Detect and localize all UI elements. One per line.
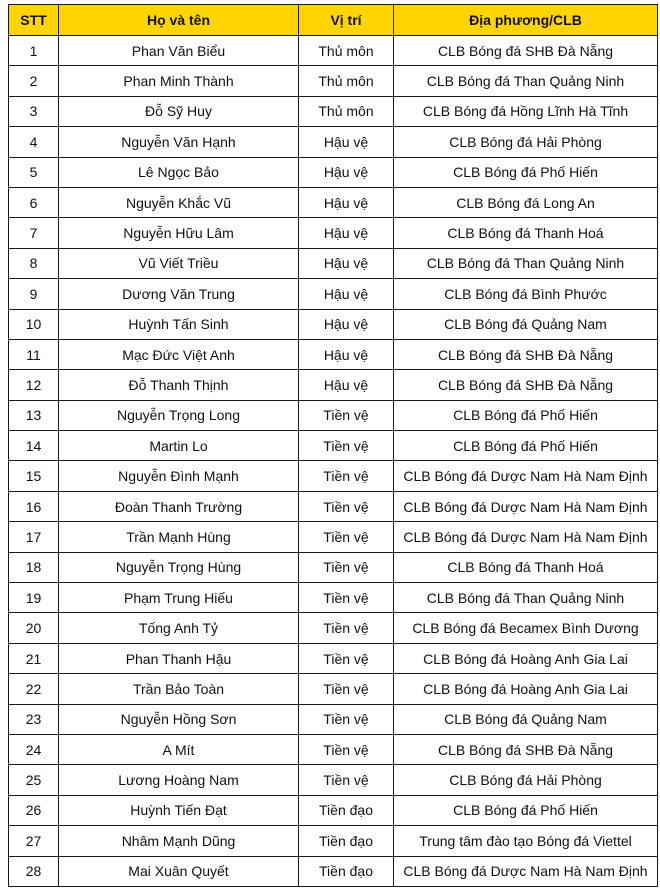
table-row [9,370,658,400]
table-body [9,36,658,887]
cell-position: Tiền vệ [299,765,394,795]
cell-stt: 28 [9,856,59,886]
cell-stt: 13 [9,400,59,430]
cell-stt: 19 [9,583,59,613]
cell-stt: 12 [9,370,59,400]
cell-position: Hậu vệ [299,248,394,278]
table-row [9,461,658,491]
cell-name: Dương Văn Trung [59,279,299,309]
cell-position: Thủ môn [299,36,394,66]
table-row [9,218,658,248]
cell-position: Hậu vệ [299,279,394,309]
cell-club: CLB Bóng đá Phố Hiến [394,795,658,825]
table-row [9,127,658,157]
table-row [9,157,658,187]
cell-name: Martin Lo [59,431,299,461]
cell-name: Nguyễn Hồng Sơn [59,704,299,734]
cell-position: Hậu vệ [299,339,394,369]
cell-name: Nhâm Mạnh Dũng [59,826,299,856]
table-row [9,552,658,582]
player-roster-table [8,4,658,887]
cell-club: CLB Bóng đá SHB Đà Nẵng [394,36,658,66]
header-stt: STT [9,5,59,36]
cell-club: CLB Bóng đá Thanh Hoá [394,552,658,582]
cell-club: CLB Bóng đá SHB Đà Nẵng [394,734,658,764]
cell-club: CLB Bóng đá SHB Đà Nẵng [394,370,658,400]
cell-stt: 5 [9,157,59,187]
cell-stt: 7 [9,218,59,248]
table-row [9,795,658,825]
cell-position: Tiền vệ [299,674,394,704]
table-row [9,248,658,278]
cell-position: Tiền đạo [299,795,394,825]
table-row [9,400,658,430]
cell-club: CLB Bóng đá Dược Nam Hà Nam Định [394,461,658,491]
cell-stt: 23 [9,704,59,734]
cell-club: CLB Bóng đá Dược Nam Hà Nam Định [394,522,658,552]
cell-stt: 10 [9,309,59,339]
table-row [9,856,658,886]
cell-club: CLB Bóng đá Becamex Bình Dương [394,613,658,643]
cell-name: Nguyễn Hữu Lâm [59,218,299,248]
table-row [9,765,658,795]
cell-position: Hậu vệ [299,309,394,339]
cell-name: Nguyễn Trọng Hùng [59,552,299,582]
table-row [9,522,658,552]
cell-name: Mai Xuân Quyết [59,856,299,886]
cell-stt: 22 [9,674,59,704]
table-row [9,643,658,673]
cell-club: CLB Bóng đá Bình Phước [394,279,658,309]
roster-table-container [8,4,657,887]
cell-position: Thủ môn [299,66,394,96]
cell-club: CLB Bóng đá Quảng Nam [394,704,658,734]
cell-name: Phạm Trung Hiếu [59,583,299,613]
cell-club: CLB Bóng đá Dược Nam Hà Nam Định [394,856,658,886]
cell-stt: 6 [9,187,59,217]
cell-position: Hậu vệ [299,218,394,248]
cell-stt: 9 [9,279,59,309]
table-row [9,491,658,521]
cell-stt: 2 [9,66,59,96]
cell-position: Tiền vệ [299,613,394,643]
cell-name: Huỳnh Tấn Sinh [59,309,299,339]
cell-club: CLB Bóng đá Quảng Nam [394,309,658,339]
cell-stt: 24 [9,734,59,764]
cell-stt: 20 [9,613,59,643]
table-row [9,613,658,643]
cell-name: Đỗ Sỹ Huy [59,96,299,126]
cell-position: Tiền đạo [299,826,394,856]
cell-position: Tiền vệ [299,431,394,461]
cell-name: Đỗ Thanh Thịnh [59,370,299,400]
table-row [9,583,658,613]
header-row [9,5,658,36]
cell-club: CLB Bóng đá Thanh Hoá [394,218,658,248]
table-row [9,704,658,734]
header-position: Vị trí [299,5,394,36]
cell-stt: 26 [9,795,59,825]
cell-position: Hậu vệ [299,370,394,400]
table-row [9,431,658,461]
table-row [9,309,658,339]
cell-name: Phan Minh Thành [59,66,299,96]
cell-club: CLB Bóng đá Hồng Lĩnh Hà Tĩnh [394,96,658,126]
table-row [9,674,658,704]
cell-position: Tiền vệ [299,583,394,613]
cell-position: Tiền vệ [299,491,394,521]
cell-stt: 16 [9,491,59,521]
cell-stt: 27 [9,826,59,856]
cell-position: Tiền vệ [299,704,394,734]
cell-club: CLB Bóng đá Hải Phòng [394,127,658,157]
cell-stt: 1 [9,36,59,66]
table-row [9,339,658,369]
table-row [9,734,658,764]
cell-name: Lương Hoàng Nam [59,765,299,795]
cell-club: CLB Bóng đá Dược Nam Hà Nam Định [394,491,658,521]
table-row [9,187,658,217]
table-row [9,279,658,309]
cell-club: CLB Bóng đá Than Quảng Ninh [394,583,658,613]
cell-club: CLB Bóng đá SHB Đà Nẵng [394,339,658,369]
cell-name: A Mít [59,734,299,764]
cell-name: Vũ Viết Triều [59,248,299,278]
table-row [9,66,658,96]
cell-name: Tống Anh Tỷ [59,613,299,643]
cell-name: Phan Thanh Hậu [59,643,299,673]
cell-position: Tiền đạo [299,856,394,886]
cell-stt: 14 [9,431,59,461]
cell-name: Nguyễn Khắc Vũ [59,187,299,217]
cell-club: CLB Bóng đá Phố Hiến [394,431,658,461]
cell-position: Tiền vệ [299,400,394,430]
cell-name: Mạc Đức Việt Anh [59,339,299,369]
cell-position: Tiền vệ [299,522,394,552]
table-row [9,36,658,66]
cell-club: CLB Bóng đá Hoàng Anh Gia Lai [394,643,658,673]
cell-stt: 21 [9,643,59,673]
table-row [9,96,658,126]
cell-position: Tiền vệ [299,643,394,673]
cell-position: Tiền vệ [299,552,394,582]
cell-stt: 25 [9,765,59,795]
cell-name: Trần Mạnh Hùng [59,522,299,552]
cell-name: Nguyễn Trọng Long [59,400,299,430]
table-header [9,5,658,36]
cell-stt: 17 [9,522,59,552]
cell-club: CLB Bóng đá Phố Hiến [394,157,658,187]
cell-position: Hậu vệ [299,157,394,187]
cell-name: Đoàn Thanh Trường [59,491,299,521]
cell-stt: 11 [9,339,59,369]
cell-club: CLB Bóng đá Than Quảng Ninh [394,66,658,96]
cell-position: Hậu vệ [299,127,394,157]
cell-club: CLB Bóng đá Hải Phòng [394,765,658,795]
cell-stt: 15 [9,461,59,491]
cell-club: CLB Bóng đá Phố Hiến [394,400,658,430]
cell-name: Nguyễn Văn Hạnh [59,127,299,157]
table-row [9,826,658,856]
header-name: Họ và tên [59,5,299,36]
cell-stt: 4 [9,127,59,157]
cell-position: Tiền vệ [299,734,394,764]
cell-club: CLB Bóng đá Long An [394,187,658,217]
cell-name: Lê Ngọc Bảo [59,157,299,187]
cell-position: Thủ môn [299,96,394,126]
cell-position: Tiền vệ [299,461,394,491]
cell-stt: 18 [9,552,59,582]
cell-name: Trần Bảo Toàn [59,674,299,704]
cell-stt: 8 [9,248,59,278]
cell-name: Phan Văn Biểu [59,36,299,66]
cell-club: CLB Bóng đá Than Quảng Ninh [394,248,658,278]
header-club: Địa phương/CLB [394,5,658,36]
cell-club: Trung tâm đào tạo Bóng đá Viettel [394,826,658,856]
cell-name: Huỳnh Tiến Đạt [59,795,299,825]
cell-stt: 3 [9,96,59,126]
cell-position: Hậu vệ [299,187,394,217]
cell-name: Nguyễn Đình Mạnh [59,461,299,491]
cell-club: CLB Bóng đá Hoàng Anh Gia Lai [394,674,658,704]
